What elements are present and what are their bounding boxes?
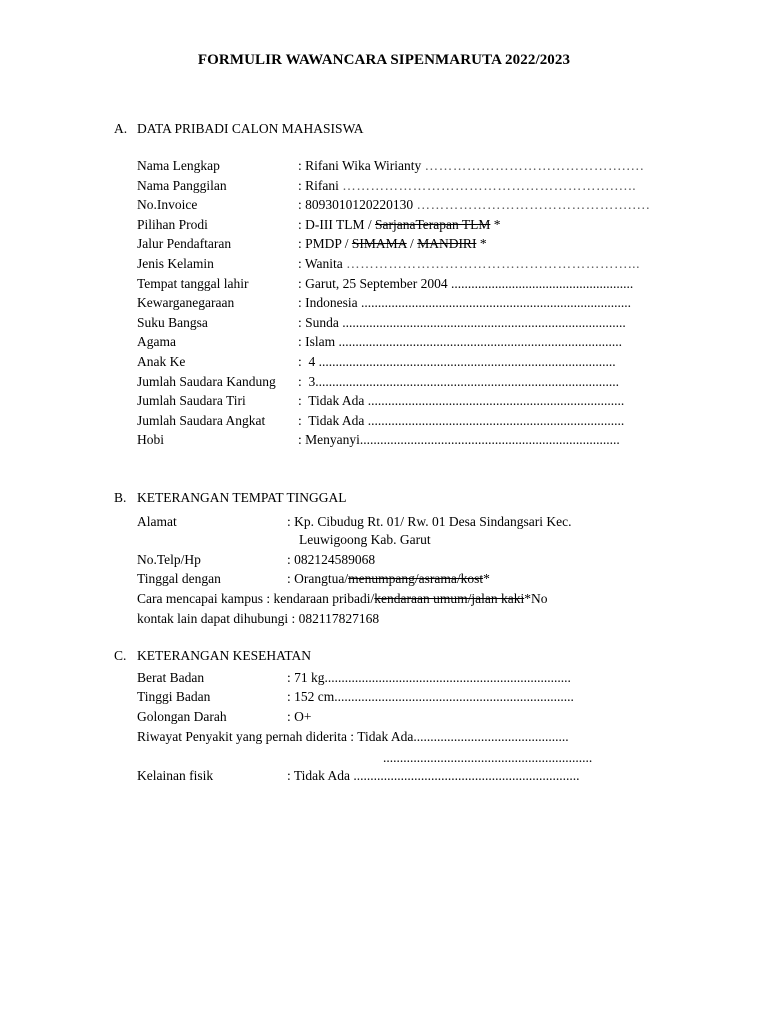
struck-option: kendaraan umum/jalan kaki bbox=[374, 591, 525, 606]
field-value: : Sunda .................................................................................... bbox=[298, 315, 626, 330]
field-jumlah-saudara-kandung bbox=[137, 372, 620, 391]
field-value: : Rifani ………………………………………………….….. bbox=[298, 178, 637, 193]
struck-option: SarjanaTerapan TLM bbox=[375, 217, 491, 232]
field-nama-panggilan bbox=[137, 176, 637, 195]
field-value: : Indonesia ................................................................................ bbox=[298, 295, 631, 310]
section-c-heading bbox=[114, 648, 311, 664]
field-label: Riwayat Penyakit yang pernah diderita : Tidak Ada.............................................. bbox=[137, 729, 569, 744]
field-value: : 082124589068 bbox=[287, 552, 376, 567]
field-value: : D-III TLM / SarjanaTerapan TLM * bbox=[298, 217, 501, 232]
section-a-letter: A. bbox=[114, 121, 128, 136]
field-label: No.Invoice bbox=[137, 197, 198, 212]
field-label: Nama Lengkap bbox=[137, 158, 220, 173]
field-jumlah-saudara-angkat bbox=[137, 411, 625, 430]
field-value: : kendaraan pribadi/kendaraan umum/jalan kaki*No bbox=[262, 591, 548, 606]
field-value: : 71 kg......................................................................... bbox=[287, 670, 571, 685]
field-label: Hobi bbox=[137, 432, 164, 447]
field-label: Kelainan fisik bbox=[137, 768, 214, 783]
field-label: Jumlah Saudara Kandung bbox=[137, 374, 276, 389]
field-no-telp bbox=[137, 550, 376, 569]
field-hobi bbox=[137, 430, 620, 449]
field-label: Jumlah Saudara Tiri bbox=[137, 393, 246, 408]
struck-option: menumpang/asrama/kost bbox=[348, 571, 484, 586]
section-a-title: DATA PRIBADI CALON MAHASISWA bbox=[137, 121, 364, 136]
field-label: Kewarganegaraan bbox=[137, 295, 235, 310]
field-value: .............................................................. bbox=[383, 750, 593, 765]
section-b-letter: B. bbox=[114, 490, 127, 505]
field-label: Alamat bbox=[137, 514, 177, 529]
section-b-title: KETERANGAN TEMPAT TINGGAL bbox=[137, 490, 347, 505]
field-label: Golongan Darah bbox=[137, 709, 227, 724]
field-riwayat-penyakit bbox=[137, 727, 569, 746]
field-kewarganegaraan bbox=[137, 293, 631, 312]
field-value: : Rifani Wika Wirianty …………………………………….…. bbox=[298, 158, 645, 173]
field-label: No.Telp/Hp bbox=[137, 552, 201, 567]
section-a-heading bbox=[114, 121, 364, 137]
field-kontak-lain bbox=[137, 609, 379, 628]
section-b-heading bbox=[114, 490, 347, 506]
field-kelainan-fisik bbox=[137, 766, 580, 785]
field-label: Jenis Kelamin bbox=[137, 256, 214, 271]
section-c-title: KETERANGAN KESEHATAN bbox=[137, 648, 312, 663]
field-value: : 4 ........................................................................................ bbox=[298, 354, 616, 369]
field-golongan-darah bbox=[137, 707, 312, 726]
field-label: Pilihan Prodi bbox=[137, 217, 208, 232]
field-tinggal-dengan bbox=[137, 569, 490, 588]
field-label: Nama Panggilan bbox=[137, 178, 227, 193]
form-title: FORMULIR WAWANCARA SIPENMARUTA 2022/2023 bbox=[197, 52, 571, 68]
field-value: : Wanita ……………………………………………………... bbox=[298, 256, 641, 271]
field-value: Leuwigoong Kab. Garut bbox=[299, 532, 431, 547]
field-value: : Tidak Ada ............................................................................ bbox=[298, 413, 625, 428]
field-pilihan-prodi bbox=[137, 215, 501, 234]
field-nama-lengkap bbox=[137, 156, 645, 175]
field-value: : PMDP / SIMAMA / MANDIRI * bbox=[298, 236, 487, 251]
field-cara-mencapai-kampus bbox=[137, 589, 548, 608]
field-alamat bbox=[137, 512, 572, 531]
field-no-invoice bbox=[137, 195, 651, 214]
field-tinggi-badan bbox=[137, 687, 574, 706]
field-agama bbox=[137, 332, 622, 351]
field-value: : Tidak Ada ............................................................................ bbox=[298, 393, 625, 408]
field-value: : Tidak Ada ................................................................... bbox=[287, 768, 580, 783]
field-value: : Islam .................................................................................... bbox=[298, 334, 622, 349]
struck-option: MANDIRI bbox=[417, 236, 477, 251]
field-label: Anak Ke bbox=[137, 354, 186, 369]
field-label: Tinggi Badan bbox=[137, 689, 211, 704]
field-berat-badan bbox=[137, 668, 571, 687]
field-label: kontak lain dapat dihubungi : 082117827168 bbox=[137, 611, 380, 626]
field-value: : Kp. Cibudug Rt. 01/ Rw. 01 Desa Sindangsari Kec. bbox=[287, 514, 572, 529]
field-label: Agama bbox=[137, 334, 176, 349]
field-value: : O+ bbox=[287, 709, 312, 724]
field-label: Cara mencapai kampus bbox=[137, 591, 263, 606]
struck-option: SIMAMA bbox=[351, 236, 407, 251]
field-value: : 152 cm....................................................................... bbox=[287, 689, 574, 704]
field-label: Tinggal dengan bbox=[137, 571, 221, 586]
field-label: Berat Badan bbox=[137, 670, 205, 685]
field-value: : Orangtua/menumpang/asrama/kost* bbox=[287, 571, 490, 586]
field-suku-bangsa bbox=[137, 313, 626, 332]
section-c-letter: C. bbox=[114, 648, 127, 663]
field-label: Tempat tanggal lahir bbox=[137, 276, 249, 291]
field-value: : Garut, 25 September 2004 ...................................................... bbox=[298, 276, 634, 291]
field-label: Jumlah Saudara Angkat bbox=[137, 413, 266, 428]
field-value: : 3.......................................................................................... bbox=[298, 374, 620, 389]
field-label: Suku Bangsa bbox=[137, 315, 208, 330]
field-jalur-pendaftaran bbox=[137, 234, 487, 253]
field-value: : Menyanyi............................................................................. bbox=[298, 432, 620, 447]
field-tempat-tanggal-lahir bbox=[137, 274, 634, 293]
field-anak-ke bbox=[137, 352, 616, 371]
field-label: Jalur Pendaftaran bbox=[137, 236, 232, 251]
field-jenis-kelamin bbox=[137, 254, 641, 273]
field-jumlah-saudara-tiri bbox=[137, 391, 625, 410]
field-value: : 8093010120220130 ……………………………………….…. bbox=[298, 197, 651, 212]
